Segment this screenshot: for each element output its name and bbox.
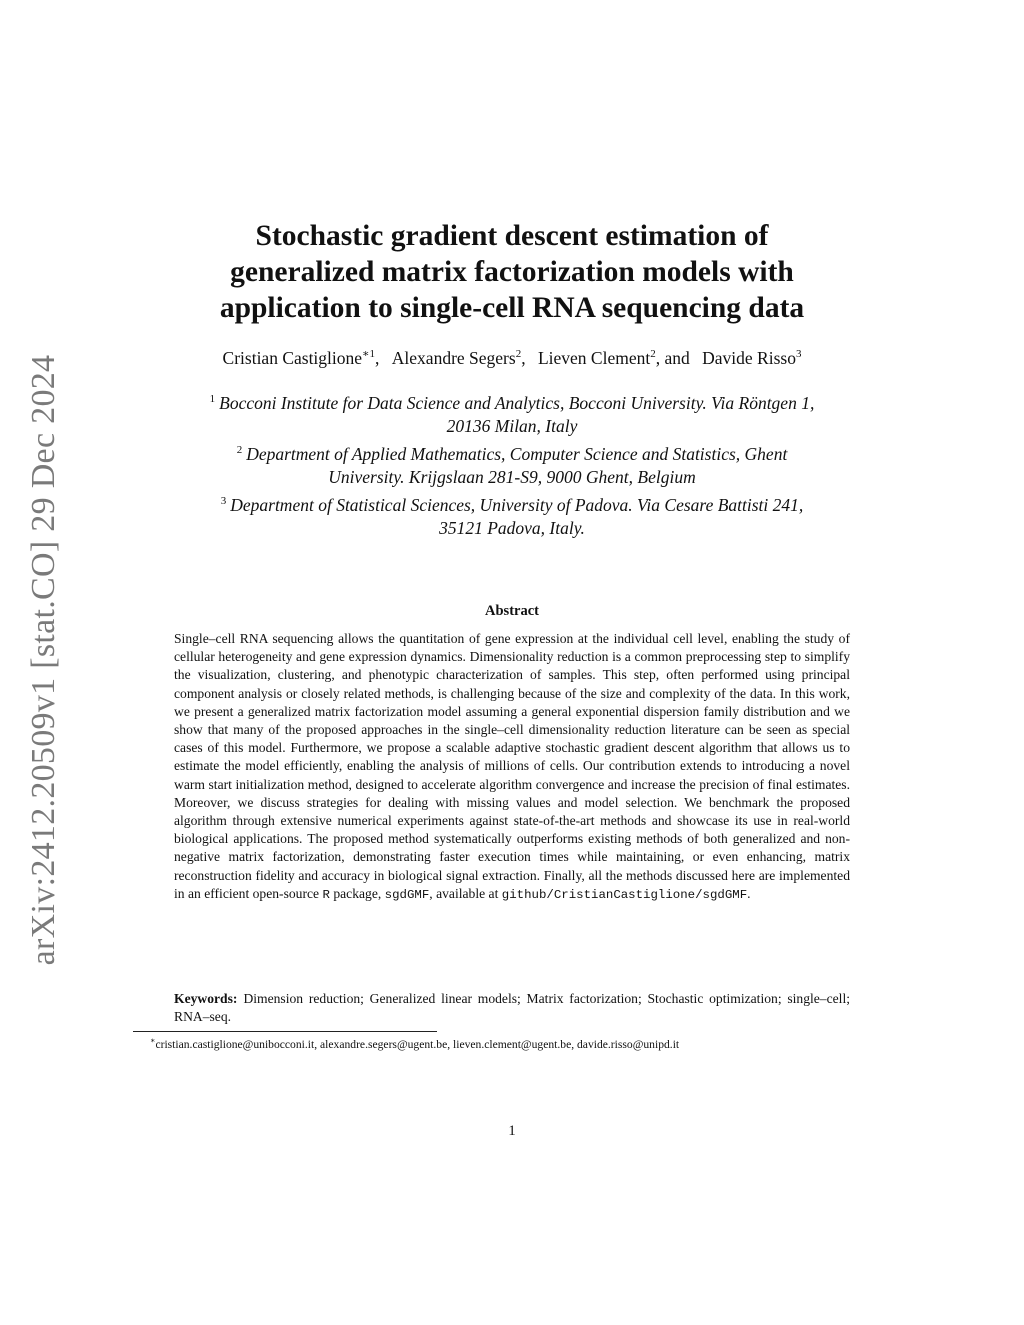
author-mark: 2	[515, 348, 522, 360]
author-name: Davide Risso	[702, 347, 796, 368]
paper-title	[150, 218, 874, 326]
title-line-2: generalized matrix factorization models with	[230, 256, 794, 288]
abstract-text-package: package,	[333, 885, 382, 901]
author-separator: ,	[521, 347, 526, 368]
affiliation-line: University. Krijgslaan 281-S9, 9000 Ghent, Belgium	[328, 467, 696, 488]
author-list	[120, 347, 904, 369]
author-mark: 2	[650, 348, 656, 360]
footnote-text: cristian.castiglione@unibocconi.it, alexandre.segers@ugent.be, lieven.clement@ugent.be, davide.risso@unipd.it	[155, 1037, 680, 1051]
code-package-name: sgdGMF	[384, 887, 430, 902]
footnote-mark: ∗	[150, 1036, 156, 1045]
arxiv-identifier-stamp: arXiv:2412.20509v1 [stat.CO] 29 Dec 2024	[25, 354, 62, 966]
author-mark: ∗1	[362, 348, 376, 360]
keywords	[174, 990, 850, 1026]
author-3	[538, 348, 690, 368]
footnote-emails	[150, 1036, 890, 1051]
author-separator: ,	[375, 347, 380, 368]
abstract-text-end: .	[747, 885, 751, 901]
affiliation-number: 2	[236, 443, 243, 456]
affiliation-line: 35121 Padova, Italy.	[439, 517, 585, 538]
title-line-3: application to single-cell RNA sequencing data	[219, 292, 805, 324]
affiliation-line: Department of Applied Mathematics, Computer Science and Statistics, Ghent	[246, 443, 788, 464]
author-2	[392, 348, 526, 368]
affiliation-number: 1	[209, 393, 216, 405]
code-r: R	[322, 887, 330, 902]
author-1	[223, 348, 380, 368]
affiliation-1	[130, 388, 894, 439]
affiliation-2	[130, 439, 894, 490]
footnote-divider	[133, 1031, 437, 1032]
keywords-label: Keywords:	[174, 991, 238, 1006]
author-4	[702, 348, 801, 368]
page-number: 1	[508, 1123, 516, 1139]
title-line-1: Stochastic gradient descent estimation of	[255, 220, 769, 252]
affiliation-line: Bocconi Institute for Data Science and Analytics, Bocconi University. Via Röntgen 1,	[219, 392, 815, 413]
affiliation-number: 3	[220, 494, 227, 507]
keywords-text: Dimension reduction; Generalized linear models; Matrix factorization; Stochastic optimization; single–cell; RNA–seq.	[174, 991, 850, 1025]
abstract-text: Single–cell RNA sequencing allows the quantitation of gene expression at the individual cell level, enabling the study of cellular heterogeneity and gene expression dynamics. Dimensionality reduction is a common preprocessing step to simplify the visualization, clustering, and phenotypic characterization of samples. This step, often performed using principal component analysis or closely related methods, is challenging because of the size and complexity of the data. In this work, we present a generalized matrix factorization model assuming a general exponential dispersion family distribution and we show that many of the proposed approaches in the single–cell dimensionality reduction literature can be seen as special cases of this model. Furthermore, we propose a scalable adaptive stochastic gradient descent algorithm that allows us to estimate the model efficiently, enabling the analysis of millions of cells. Our contribution extends to introducing a novel warm start initialization method, designed to accelerate algorithm convergence and increase the precision of final estimates. Moreover, we discuss strategies for dealing with missing values and model selection. We benchmark the proposed algorithm through extensive numerical experiments against state-of-the-art methods and showcase its use in real-world biological applications. The proposed method systematically outperforms existing methods of both generalized and non-negative matrix factorization, demonstrating faster execution times while maintaining, or even enhancing, matrix reconstruction fidelity and accuracy in biological signal extraction. Finally, all the methods discussed here are implemented in an efficient open-source	[174, 631, 850, 901]
github-link[interactable]: github/CristianCastiglione/sgdGMF	[501, 887, 748, 902]
abstract-text-available: , available at	[429, 885, 499, 901]
abstract-heading: Abstract	[485, 603, 539, 619]
author-mark: 3	[795, 348, 802, 360]
abstract-body	[174, 630, 850, 904]
affiliation-list	[130, 388, 894, 540]
author-name: Cristian Castiglione	[222, 347, 363, 368]
affiliation-line: Department of Statistical Sciences, University of Padova. Via Cesare Battisti 241,	[230, 494, 804, 515]
author-name: Lieven Clement	[537, 347, 651, 368]
affiliation-3	[130, 490, 894, 541]
author-separator: , and	[655, 347, 690, 368]
author-name: Alexandre Segers	[391, 347, 516, 368]
affiliation-line: 20136 Milan, Italy	[446, 416, 578, 437]
